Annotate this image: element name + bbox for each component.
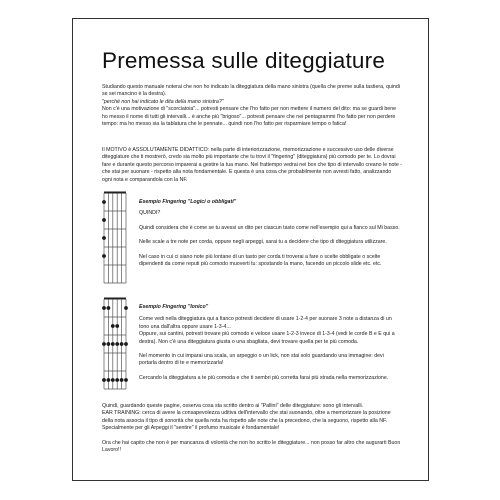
fretboard-dot	[124, 378, 128, 382]
page-title: Premessa sulle diteggiature	[102, 48, 386, 73]
fretboard-dot	[107, 378, 111, 382]
fretboard-dot	[102, 378, 106, 382]
fretboard-nut	[104, 298, 126, 300]
example2-paragraph-1: Come vedi nella diteggiatura qui a fianco potresti decidere di usare 1-2-4 per suonare 3 note a distanza di un tono una dall'altra oppure usare 1-3-4...	[139, 316, 392, 330]
outro-block	[102, 403, 402, 454]
intro-question: "perché non hai indicato le dita della mano sinistra?"	[102, 98, 224, 105]
outro-paragraph-1: Quindi, guardando queste pagine, osserva cosa sta scritto dentro ai "Pallini" delle diteggiature: sono gli intervalli.	[102, 403, 364, 409]
fretboard-dot	[111, 324, 115, 328]
fretboard-dot	[102, 200, 106, 204]
fretboard-dot	[120, 378, 124, 382]
fretboard-dot	[111, 378, 115, 382]
fretboard-dot	[115, 324, 119, 328]
fretboard-dot	[124, 306, 128, 310]
example1-paragraph-3: Nel caso in cui ci siano note più lontane di un tasto per corda ti troverai a fare o scelte obbligate o scelte dipendenti da come reputi più comodo muoverti tu: spostando la mano, facendo un piccolo slide etc. etc.	[139, 253, 382, 268]
fretboard-dot	[102, 306, 106, 310]
example1-block	[139, 199, 401, 268]
fretboard-dot	[124, 342, 128, 346]
fretboard-dot	[107, 306, 111, 310]
example2-heading: Esempio Fingering "Ionico"	[139, 304, 209, 310]
fretboard-dot	[102, 342, 106, 346]
example1-quindi: QUINDI?	[139, 210, 161, 217]
example1-paragraph-2: Nelle scale a tre note per corda, oppure negli arpeggi, sarai tu a decidere che tipo di diteggiatura utilizzare.	[139, 239, 387, 246]
fretboard-diagram-ionico	[101, 296, 129, 392]
outro-paragraph-2: EAR TRAINING: cerca di avere la consapevolezza uditiva dell'intervallo che stai suonando, oltre a memorizzare la posizione della nota associa il tipo di sonorità che quella nota ha rispetto alle note che la precedono, che la seguono, rispetto alla NF. Specialmente per gli Arpeggi il "sentire" il profumo musicale è fondamentale!	[102, 410, 391, 432]
outro-paragraph-3: Ora che hai capito che non è per mancanza di volontà che non ho scritto le diteggiature... non posso far altro che augurarti Buon Lavoro!!	[102, 439, 401, 454]
motivo-paragraph: Il MOTIVO è ASSOLUTAMENTE DIDATTICO: nella parte di interiorizzazione, memorizzazione e successivo uso delle diverse diteggiature che ti mostrerò, credo sia molto più importante che tu trovi il "fingering" (diteggiatura) più comodo per te. Lo dovrai fare e durante questo percorso imparerai a gestire la tua mano. Nel frattempo vedrai nei box che tipo di intervallo creano le note - che stai per suonare - rispetto alla nota fondamentale. E questa è una cosa che probabilmente non avresti fatto, analizzando ogni nota e comparandola con la NF.	[102, 147, 402, 183]
fretboard-diagram-logici	[101, 190, 129, 286]
example1-paragraph-1: Quindi considera che è come se tu avessi un dito per ciascun tasto come nell'esempio qui a fianco sul Mi basso.	[139, 224, 400, 231]
fretboard-dot	[115, 342, 119, 346]
example2-block	[139, 304, 401, 382]
example2-paragraph-4: Cercando la diteggiatura a te più comoda e che ti sembri più corretta farai più strada nella memorizzazione.	[139, 374, 389, 381]
fretboard-dot	[102, 218, 106, 222]
fretboard-dot	[107, 342, 111, 346]
intro-paragraph-2: Non c'è una motivazione di "scorciatoia"... potresti pensare che l'ho fatto per non mettere il numero del dito: ma se guardi bene ho messo il nome di tutti gli intervalli... è anche più "brigoso"... potresti pensare che nei pentagrammi l'ho fatto per non perdere tempo: ma ho messo sia la tablatura che le pennate... quindi non l'ho fatto per risparmiare tempo o fatica!	[102, 106, 397, 128]
example2-paragraph-3: Nel momento in cui imparai una scala, un arpeggio o un lick, non stai solo guardando una immagine: devi portarla dentro di te e memorizzarla!	[139, 353, 384, 367]
fretboard-dot	[120, 342, 124, 346]
fretboard-dot	[115, 378, 119, 382]
example2-paragraph-2: Oppure, sui cantini, potresti trovare più comodo e veloce usare 1-2-3 invece di 1-3-4 (vedi le corde B e E qui a destra). Non c'è una diteggiatura giusta o una sbagliata, devi trovare quella per te più comoda.	[139, 331, 395, 345]
fretboard-dot	[111, 342, 115, 346]
fretboard-dot	[102, 236, 106, 240]
example1-heading: Esempio Fingering "Logici o obbligati"	[139, 199, 237, 205]
intro-paragraph-1: Studiando questo manuale noterai che non ho indicato la diteggiatura della mano sinistra (quella che preme sulla tastiera, quindi se sei mancino è la destra).	[102, 84, 400, 98]
intro-block	[102, 84, 402, 128]
fretboard-dot	[102, 254, 106, 258]
fretboard-nut	[104, 192, 126, 194]
